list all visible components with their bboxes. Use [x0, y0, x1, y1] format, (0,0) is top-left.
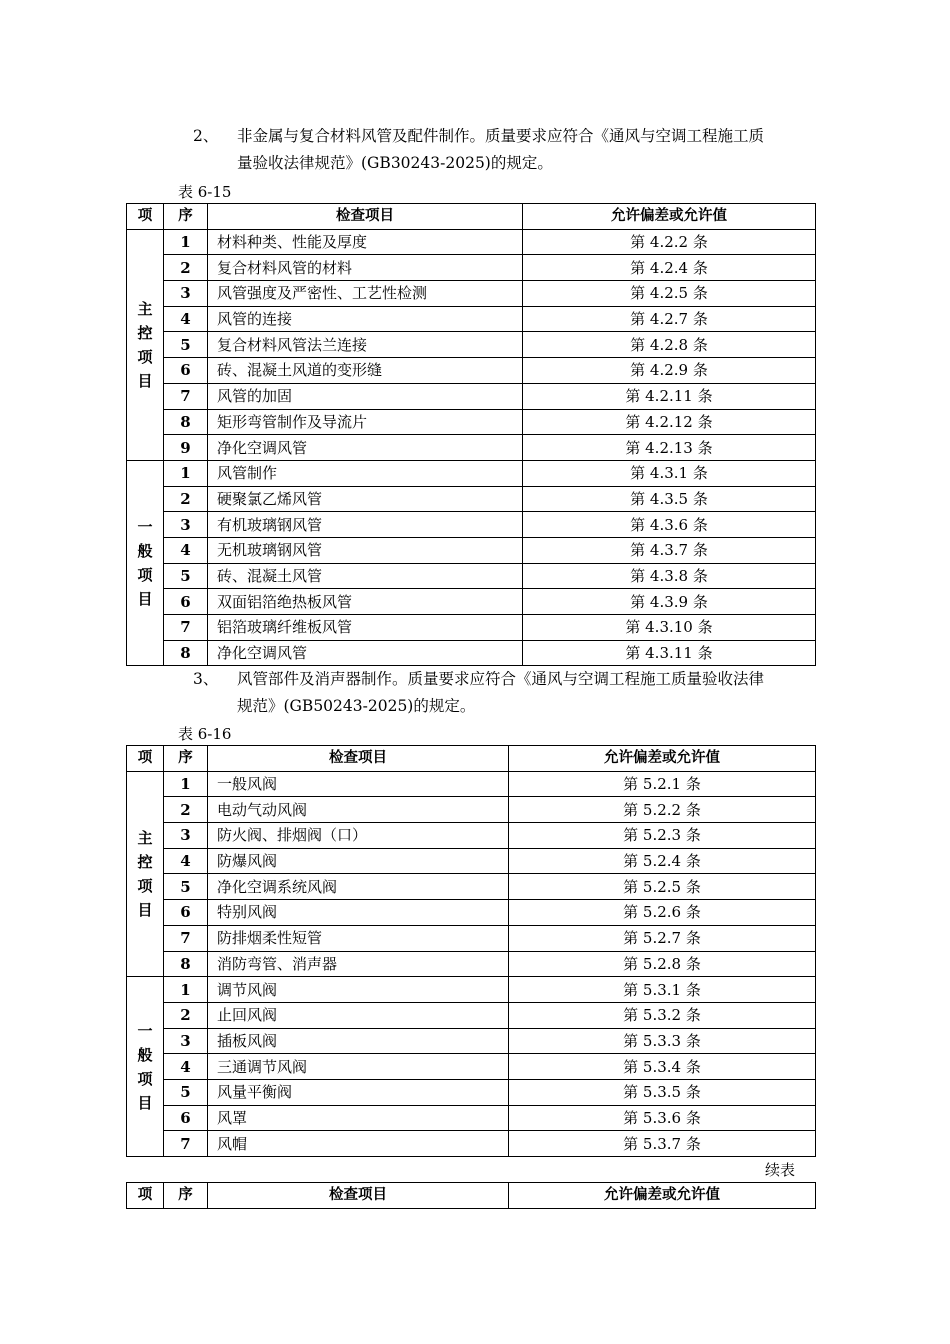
- row-index: 3: [164, 281, 208, 307]
- check-item: 防排烟柔性短管: [208, 925, 509, 951]
- allowed-value: 第 4.2.13 条: [523, 435, 816, 461]
- allowed-value: 第 4.2.12 条: [523, 409, 816, 435]
- table-1-caption: 表 6-15: [178, 183, 232, 201]
- row-index: 9: [164, 435, 208, 461]
- row-index: 1: [164, 229, 208, 255]
- allowed-value: 第 4.3.7 条: [523, 537, 816, 563]
- table-row: [127, 848, 816, 874]
- header-index: 序: [164, 746, 208, 772]
- category-label: 一般项目: [137, 1021, 153, 1112]
- check-item: 矩形弯管制作及导流片: [208, 409, 523, 435]
- allowed-value: 第 5.2.3 条: [509, 823, 816, 849]
- row-index: 7: [164, 615, 208, 641]
- allowed-value: 第 4.2.9 条: [523, 358, 816, 384]
- row-index: 4: [164, 848, 208, 874]
- check-item: 一般风阀: [208, 771, 509, 797]
- header-index: 序: [164, 1183, 208, 1209]
- category-cell: [127, 229, 164, 460]
- table-row: [127, 358, 816, 384]
- row-index: 3: [164, 1028, 208, 1054]
- header-category: 项: [127, 204, 164, 230]
- row-index: 1: [164, 771, 208, 797]
- allowed-value: 第 5.3.7 条: [509, 1131, 816, 1157]
- row-index: 4: [164, 306, 208, 332]
- row-index: 5: [164, 332, 208, 358]
- row-index: 5: [164, 1079, 208, 1105]
- header-allowed-value: 允许偏差或允许值: [523, 204, 816, 230]
- category-label: 主控项目: [137, 828, 153, 919]
- allowed-value: 第 5.3.1 条: [509, 977, 816, 1003]
- section-2-line-1: 非金属与复合材料风管及配件制作。质量要求应符合《通风与空调工程施工质: [237, 127, 765, 145]
- check-item: 风管的加固: [208, 383, 523, 409]
- check-item: 净化空调系统风阀: [208, 874, 509, 900]
- allowed-value: 第 5.3.4 条: [509, 1054, 816, 1080]
- check-item: 风帽: [208, 1131, 509, 1157]
- section-2-line-2: 量验收法律规范》(GB30243-2025)的规定。: [237, 154, 553, 172]
- table-row: [127, 563, 816, 589]
- check-item: 无机玻璃钢风管: [208, 537, 523, 563]
- continued-table: [126, 1182, 816, 1209]
- category-label: 主控项目: [137, 299, 153, 390]
- header-category: 项: [127, 1183, 164, 1209]
- row-index: 8: [164, 951, 208, 977]
- row-index: 3: [164, 512, 208, 538]
- allowed-value: 第 5.3.5 条: [509, 1079, 816, 1105]
- allowed-value: 第 5.3.2 条: [509, 1002, 816, 1028]
- header-check-item: 检查项目: [208, 1183, 509, 1209]
- table-row: [127, 1002, 816, 1028]
- category-label: 一般项目: [137, 518, 153, 609]
- check-item: 三通调节风阀: [208, 1054, 509, 1080]
- row-index: 6: [164, 900, 208, 926]
- allowed-value: 第 5.2.2 条: [509, 797, 816, 823]
- check-item: 消防弯管、消声器: [208, 951, 509, 977]
- row-index: 4: [164, 537, 208, 563]
- table-row: [127, 409, 816, 435]
- header-allowed-value: 允许偏差或允许值: [509, 746, 816, 772]
- check-item: 铝箔玻璃纤维板风管: [208, 615, 523, 641]
- row-index: 2: [164, 1002, 208, 1028]
- row-index: 7: [164, 1131, 208, 1157]
- allowed-value: 第 5.2.8 条: [509, 951, 816, 977]
- table-2-header-row: [127, 746, 816, 772]
- check-item: 风管强度及严密性、工艺性检测: [208, 281, 523, 307]
- table-row: [127, 874, 816, 900]
- row-index: 7: [164, 925, 208, 951]
- table-row: [127, 332, 816, 358]
- section-2-number: 2、: [193, 127, 219, 145]
- allowed-value: 第 4.3.6 条: [523, 512, 816, 538]
- table-row: [127, 640, 816, 666]
- check-item: 插板风阀: [208, 1028, 509, 1054]
- allowed-value: 第 4.3.5 条: [523, 486, 816, 512]
- check-item: 风管的连接: [208, 306, 523, 332]
- allowed-value: 第 4.2.5 条: [523, 281, 816, 307]
- row-index: 2: [164, 255, 208, 281]
- check-item: 砖、混凝土风道的变形缝: [208, 358, 523, 384]
- header-allowed-value: 允许偏差或允许值: [509, 1183, 816, 1209]
- table-row: [127, 1028, 816, 1054]
- continued-table-header-row: [127, 1183, 816, 1209]
- table-row: [127, 306, 816, 332]
- table-row: [127, 383, 816, 409]
- row-index: 6: [164, 589, 208, 615]
- allowed-value: 第 5.2.5 条: [509, 874, 816, 900]
- check-item: 净化空调风管: [208, 640, 523, 666]
- check-item: 防火阀、排烟阀（口）: [208, 823, 509, 849]
- allowed-value: 第 4.2.4 条: [523, 255, 816, 281]
- check-item: 特别风阀: [208, 900, 509, 926]
- table-row: [127, 589, 816, 615]
- table-row: [127, 925, 816, 951]
- category-cell: [127, 771, 164, 977]
- section-2-paragraph: [193, 123, 813, 177]
- header-check-item: 检查项目: [208, 204, 523, 230]
- category-cell: [127, 460, 164, 666]
- allowed-value: 第 4.3.1 条: [523, 460, 816, 486]
- row-index: 4: [164, 1054, 208, 1080]
- check-item: 风量平衡阀: [208, 1079, 509, 1105]
- check-item: 有机玻璃钢风管: [208, 512, 523, 538]
- table-2-caption: 表 6-16: [178, 725, 232, 743]
- table-row: [127, 435, 816, 461]
- table-row: [127, 951, 816, 977]
- row-index: 6: [164, 1105, 208, 1131]
- table-row: [127, 537, 816, 563]
- table-6-15: [126, 203, 816, 666]
- continued-table-label: 续表: [765, 1161, 796, 1179]
- check-item: 调节风阀: [208, 977, 509, 1003]
- check-item: 风管制作: [208, 460, 523, 486]
- table-row: [127, 823, 816, 849]
- section-3-paragraph: [193, 666, 813, 720]
- header-category: 项: [127, 746, 164, 772]
- allowed-value: 第 4.2.8 条: [523, 332, 816, 358]
- allowed-value: 第 4.2.7 条: [523, 306, 816, 332]
- row-index: 7: [164, 383, 208, 409]
- table-6-16: [126, 745, 816, 1157]
- table-1-header-row: [127, 204, 816, 230]
- allowed-value: 第 5.3.6 条: [509, 1105, 816, 1131]
- allowed-value: 第 5.2.4 条: [509, 848, 816, 874]
- table-row: [127, 977, 816, 1003]
- table-row: [127, 1054, 816, 1080]
- table-row: [127, 797, 816, 823]
- check-item: 防爆风阀: [208, 848, 509, 874]
- table-row: [127, 771, 816, 797]
- allowed-value: 第 5.2.7 条: [509, 925, 816, 951]
- allowed-value: 第 5.2.1 条: [509, 771, 816, 797]
- allowed-value: 第 4.3.11 条: [523, 640, 816, 666]
- section-3-number: 3、: [193, 670, 219, 688]
- check-item: 净化空调风管: [208, 435, 523, 461]
- allowed-value: 第 5.2.6 条: [509, 900, 816, 926]
- allowed-value: 第 4.3.8 条: [523, 563, 816, 589]
- check-item: 止回风阀: [208, 1002, 509, 1028]
- check-item: 电动气动风阀: [208, 797, 509, 823]
- row-index: 1: [164, 977, 208, 1003]
- check-item: 复合材料风管的材料: [208, 255, 523, 281]
- allowed-value: 第 4.2.11 条: [523, 383, 816, 409]
- table-row: [127, 900, 816, 926]
- check-item: 双面铝箔绝热板风管: [208, 589, 523, 615]
- row-index: 6: [164, 358, 208, 384]
- row-index: 5: [164, 874, 208, 900]
- check-item: 硬聚氯乙烯风管: [208, 486, 523, 512]
- row-index: 2: [164, 486, 208, 512]
- allowed-value: 第 4.3.9 条: [523, 589, 816, 615]
- table-row: [127, 512, 816, 538]
- table-row: [127, 1131, 816, 1157]
- section-3-line-1: 风管部件及消声器制作。质量要求应符合《通风与空调工程施工质量验收法律: [237, 670, 765, 688]
- row-index: 3: [164, 823, 208, 849]
- table-row: [127, 1079, 816, 1105]
- category-cell: [127, 977, 164, 1157]
- allowed-value: 第 4.2.2 条: [523, 229, 816, 255]
- check-item: 风罩: [208, 1105, 509, 1131]
- row-index: 2: [164, 797, 208, 823]
- row-index: 1: [164, 460, 208, 486]
- table-row: [127, 460, 816, 486]
- check-item: 材料种类、性能及厚度: [208, 229, 523, 255]
- header-index: 序: [164, 204, 208, 230]
- table-row: [127, 281, 816, 307]
- table-row: [127, 229, 816, 255]
- section-3-line-2: 规范》(GB50243-2025)的规定。: [237, 697, 476, 715]
- allowed-value: 第 5.3.3 条: [509, 1028, 816, 1054]
- header-check-item: 检查项目: [208, 746, 509, 772]
- row-index: 8: [164, 640, 208, 666]
- table-row: [127, 486, 816, 512]
- table-row: [127, 255, 816, 281]
- check-item: 砖、混凝土风管: [208, 563, 523, 589]
- check-item: 复合材料风管法兰连接: [208, 332, 523, 358]
- table-row: [127, 1105, 816, 1131]
- row-index: 5: [164, 563, 208, 589]
- table-row: [127, 615, 816, 641]
- allowed-value: 第 4.3.10 条: [523, 615, 816, 641]
- row-index: 8: [164, 409, 208, 435]
